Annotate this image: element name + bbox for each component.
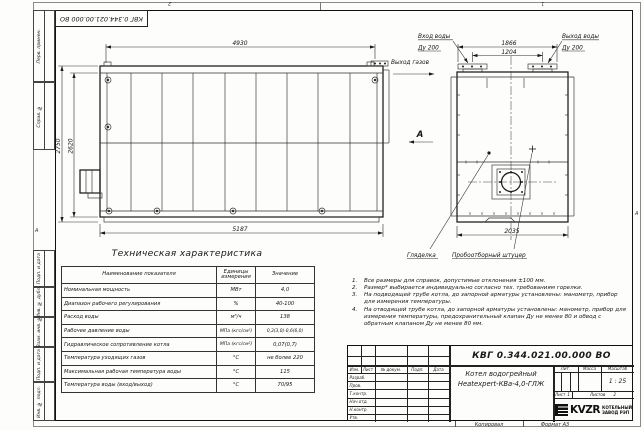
product-name-line1: Котел водогрейный: [465, 370, 537, 378]
col-data: Дата: [433, 366, 444, 372]
row-razrab: Разраб.: [349, 374, 366, 380]
edge-ticks: [457, 78, 568, 215]
water-outlet-dn: Ду 200: [562, 45, 583, 52]
margin-cell-sprav-no: Справ. №: [33, 82, 55, 150]
dim-4930: 4930: [232, 40, 248, 47]
mass-label: Масса: [582, 366, 597, 371]
titleblock-doc-number: КВГ 0.344.021.00.000 ВО: [472, 350, 611, 361]
water-outlet-flange: [528, 64, 557, 72]
zone-marker-right: А: [635, 211, 639, 217]
panel-seams: [100, 73, 383, 211]
scale-value: 1 : 25: [608, 378, 627, 385]
company-name: КОТЕЛЬНЫЙ ЗАВОД РЭП: [601, 404, 632, 415]
water-outlet-label: Выход воды: [562, 34, 599, 40]
sheets-cell: Листов 2: [590, 392, 616, 397]
dim-2620: 2620: [67, 138, 75, 154]
margin-cell-vzam-inv: Взам. инв. №: [33, 317, 55, 347]
technical-notes: [352, 278, 628, 328]
col-list: Лист: [362, 366, 374, 372]
row-utv: Утв.: [349, 415, 359, 421]
gas-outlet-label: Выход газов: [391, 60, 430, 66]
spec-col-name: Наименование показателя: [62, 267, 217, 284]
copied-label: Копировал: [474, 421, 504, 428]
product-name-line2: Heatexpert-КВа-4,0-ГЛЖ: [457, 379, 545, 388]
row-nachotd: Нач.отд.: [349, 399, 368, 405]
view-a-label: А: [416, 130, 424, 140]
side-view: [55, 40, 434, 237]
dim-1204: 1204: [501, 49, 517, 56]
row-tkontr: Т.контр.: [349, 390, 368, 396]
spec-col-units: Единицы измерения: [217, 267, 256, 284]
spec-row: Температура воды (вход/выход) °С 70/95: [62, 379, 315, 393]
note-item: 3. На подводящей трубе котла, до запорной арматуры установлены: манометр, прибор для измерения температуры.: [352, 292, 618, 306]
col-izm: Изм.: [349, 366, 360, 372]
margin-cell-inv-dubl: Инв. № дубл.: [33, 287, 55, 317]
dim-1866: 1866: [501, 40, 517, 47]
zone-marker-left: А: [35, 228, 39, 234]
dim-2750: 2750: [55, 138, 62, 154]
margin-cell-inv-podl: Инв. № подл.: [33, 382, 55, 421]
water-inlet-label: Вход воды: [418, 34, 451, 40]
rear-view: [407, 34, 599, 259]
spec-header-row: [62, 267, 315, 284]
sampling-port-label: Пробоотборный штуцер: [452, 253, 526, 259]
spec-row: Диапазон рабочего регулирования % 40-100: [62, 297, 315, 311]
spec-row: Максимальная рабочая температура воды °С 115: [62, 365, 315, 379]
note-item: 2. Размер* выбирается индивидуально согласно тех. требованиям горелки.: [352, 285, 583, 292]
margin-cell-podp-data-2: Подп. и дата: [33, 347, 55, 382]
scale-label: Масштаб: [607, 366, 628, 371]
note-item: 4. На отводящей трубе котла, до запорной арматуры установлены: манометр, прибор для измерения температуры, предохранительный клапан Ду не менее 80 и обвод с обратным клапаном Ду не менее 80 мм.: [352, 306, 626, 327]
bolt-symbols: [105, 77, 378, 214]
boiler-body-outline: [100, 66, 383, 217]
sight-glass-mark: [487, 151, 490, 154]
row-prov: Пров.: [349, 382, 362, 388]
sheet-cell: Лист 1: [555, 392, 570, 397]
spec-row: Температура уходящих газов °С не более 220: [62, 351, 315, 365]
dim-5187: 5187: [232, 226, 248, 233]
row-nkontr: Н.контр.: [349, 407, 368, 413]
top-stamp-docnumber: КВГ 0.344.021.00.000 ВО: [60, 14, 143, 23]
water-inlet-flange: [458, 64, 487, 72]
margin-cell-podp-data-1: Подп. и дата: [33, 250, 55, 287]
spec-row: Расход воды м³/ч 138: [62, 311, 315, 325]
kvzr-logo-icon: [555, 404, 568, 416]
margin-cell-perv-primen: Перв. примен.: [33, 10, 55, 82]
spec-col-value: Значение: [256, 267, 315, 284]
format-label: Формат А3: [540, 421, 570, 428]
zone-marker-top-1: 1: [541, 0, 545, 6]
sight-glass-label: Гляделка: [407, 253, 436, 259]
lit-label: Лит.: [560, 366, 571, 371]
title-block: [347, 345, 633, 421]
dim-2035: 2035: [504, 228, 520, 235]
base-skid: [104, 217, 379, 222]
burner-mount: [80, 170, 102, 198]
rear-body-outline: [457, 72, 568, 222]
spec-table: [61, 266, 315, 393]
spec-row: Рабочее давление воды МПа (кгс/см²) 0,3(3,0)-0,6(6,0): [62, 324, 315, 338]
water-inlet-dn: Ду 200: [418, 45, 439, 52]
spec-table-title: Техническая характеристика: [111, 248, 263, 259]
col-doc: № докум.: [380, 366, 402, 372]
note-item: 1. Все размеры для справок, допустимые отклонения ±100 мм.: [352, 278, 546, 284]
sampling-port-mark: [529, 146, 536, 153]
col-podp: Подп.: [411, 366, 424, 372]
spec-row: Номинальная мощность МВт 4,0: [62, 284, 315, 298]
zone-marker-top-2: 2: [168, 0, 172, 6]
spec-row: Гидравлическое сопротивление котла МПа (кгс/см²) 0,07(0,7): [62, 338, 315, 352]
kvzr-logo-text: KVZR: [570, 404, 600, 416]
company-cell: [553, 398, 634, 422]
product-name: [449, 365, 553, 427]
